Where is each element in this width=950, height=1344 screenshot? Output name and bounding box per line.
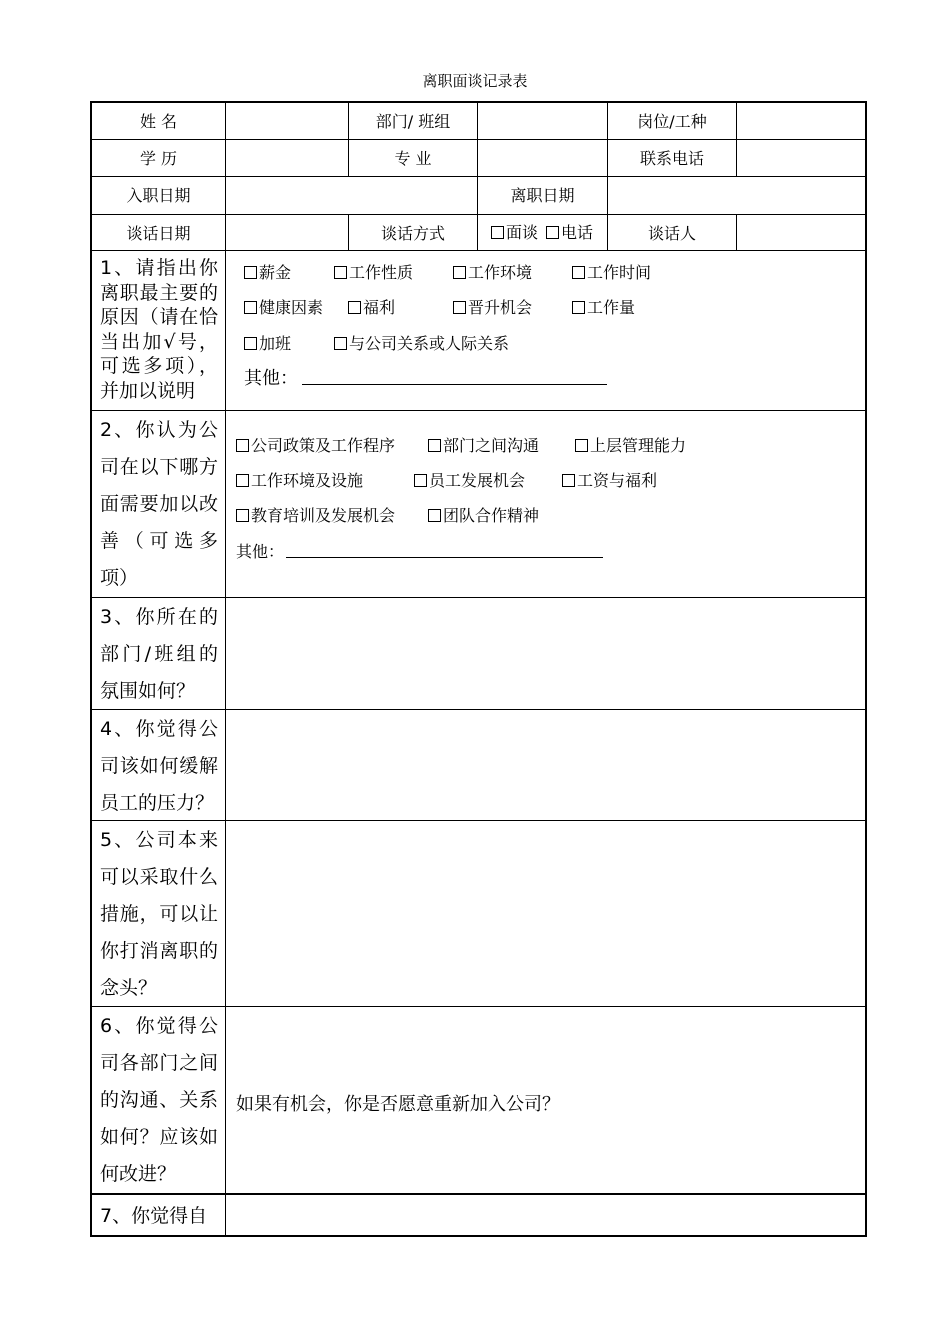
q3-answer-area[interactable] bbox=[226, 598, 865, 709]
phone-label: 联系电话 bbox=[639, 149, 704, 168]
checkbox-icon bbox=[546, 226, 559, 239]
checkbox-icon bbox=[244, 266, 257, 279]
post-label: 岗位/工种 bbox=[637, 112, 707, 131]
question-2: 2、你认为公司在以下哪方面需要加以改善（可选多项） bbox=[100, 419, 218, 589]
q7-answer-area[interactable] bbox=[226, 1195, 865, 1235]
question-5: 5、公司本来可以采取什么措施，可以让你打消离职的念头？ bbox=[100, 829, 218, 999]
q1-option[interactable]: 加班 bbox=[244, 331, 291, 354]
talk-method-face-checkbox[interactable]: 面谈 bbox=[491, 220, 538, 243]
q2-option[interactable]: 工资与福利 bbox=[562, 468, 657, 491]
major-label: 专 业 bbox=[394, 149, 432, 168]
q1-other-label: 其他： bbox=[244, 368, 298, 389]
checkbox-icon bbox=[334, 337, 347, 350]
checkbox-icon bbox=[428, 439, 441, 452]
phone-input[interactable] bbox=[737, 140, 865, 176]
checkbox-icon bbox=[244, 337, 257, 350]
checkbox-icon bbox=[244, 301, 257, 314]
form-title: 离职面谈记录表 bbox=[422, 72, 528, 90]
checkbox-icon bbox=[236, 439, 249, 452]
q2-option[interactable]: 部门之间沟通 bbox=[428, 433, 539, 456]
checkbox-icon bbox=[491, 226, 504, 239]
dept-label: 部门/ 班组 bbox=[375, 112, 451, 131]
question-1: 1、请指出你离职最主要的原因（请在恰当出加√号，可选多项），并加以说明 bbox=[100, 257, 218, 402]
talk-method-phone-checkbox[interactable]: 电话 bbox=[546, 220, 593, 243]
checkbox-icon bbox=[428, 509, 441, 522]
q1-option[interactable]: 与公司关系或人际关系 bbox=[334, 331, 509, 354]
q2-other-label: 其他： bbox=[236, 542, 285, 561]
q2-option[interactable]: 公司政策及工作程序 bbox=[236, 433, 395, 456]
q2-option[interactable]: 上层管理能力 bbox=[575, 433, 686, 456]
checkbox-icon bbox=[572, 301, 585, 314]
checkbox-icon bbox=[348, 301, 361, 314]
q1-option[interactable]: 工作性质 bbox=[334, 260, 413, 283]
q1-option[interactable]: 健康因素 bbox=[244, 295, 323, 318]
talker-label: 谈话人 bbox=[647, 224, 696, 243]
q1-option[interactable]: 工作环境 bbox=[453, 260, 532, 283]
q2-option[interactable]: 团队合作精神 bbox=[428, 503, 539, 526]
name-label: 姓 名 bbox=[139, 112, 178, 131]
join-date-label: 入职日期 bbox=[126, 186, 191, 205]
q1-other-input[interactable] bbox=[302, 384, 607, 385]
talk-method-label: 谈话方式 bbox=[380, 224, 445, 243]
talker-input[interactable] bbox=[737, 215, 865, 250]
checkbox-icon bbox=[236, 474, 249, 487]
q2-option[interactable]: 教育培训及发展机会 bbox=[236, 503, 395, 526]
q2-option[interactable]: 工作环境及设施 bbox=[236, 468, 363, 491]
name-input[interactable] bbox=[226, 103, 348, 139]
leave-date-input[interactable] bbox=[608, 177, 865, 214]
dept-input[interactable] bbox=[478, 103, 607, 139]
q5-answer-area[interactable] bbox=[226, 821, 865, 1006]
q1-option[interactable]: 福利 bbox=[348, 295, 395, 318]
leave-date-label: 离职日期 bbox=[510, 186, 575, 205]
talk-date-label: 谈话日期 bbox=[126, 224, 191, 243]
edu-label: 学 历 bbox=[139, 149, 178, 168]
post-input[interactable] bbox=[737, 103, 865, 139]
checkbox-icon bbox=[453, 301, 466, 314]
q6-answer-prompt: 如果有机会，你是否愿意重新加入公司？ bbox=[236, 1094, 560, 1115]
major-input[interactable] bbox=[478, 140, 607, 176]
checkbox-icon bbox=[414, 474, 427, 487]
join-date-input[interactable] bbox=[226, 177, 477, 214]
checkbox-icon bbox=[575, 439, 588, 452]
checkbox-icon bbox=[334, 266, 347, 279]
question-3: 3、你所在的部门/班组的氛围如何？ bbox=[100, 606, 218, 702]
q1-option[interactable]: 工作量 bbox=[572, 295, 635, 318]
checkbox-icon bbox=[562, 474, 575, 487]
talk-date-input[interactable] bbox=[226, 215, 348, 250]
q2-other-input[interactable] bbox=[286, 557, 603, 558]
checkbox-icon bbox=[453, 266, 466, 279]
question-6: 6、你觉得公司各部门之间的沟通、关系如何？应该如何改进？ bbox=[100, 1015, 218, 1185]
checkbox-icon bbox=[236, 509, 249, 522]
q1-option[interactable]: 晋升机会 bbox=[453, 295, 532, 318]
q1-option[interactable]: 工作时间 bbox=[572, 260, 651, 283]
q2-option[interactable]: 员工发展机会 bbox=[414, 468, 525, 491]
checkbox-icon bbox=[572, 266, 585, 279]
question-7: 7、你觉得自 bbox=[100, 1205, 208, 1227]
edu-input[interactable] bbox=[226, 140, 348, 176]
question-4: 4、你觉得公司该如何缓解员工的压力？ bbox=[100, 718, 218, 814]
q1-option[interactable]: 薪金 bbox=[244, 260, 291, 283]
q4-answer-area[interactable] bbox=[226, 710, 865, 820]
